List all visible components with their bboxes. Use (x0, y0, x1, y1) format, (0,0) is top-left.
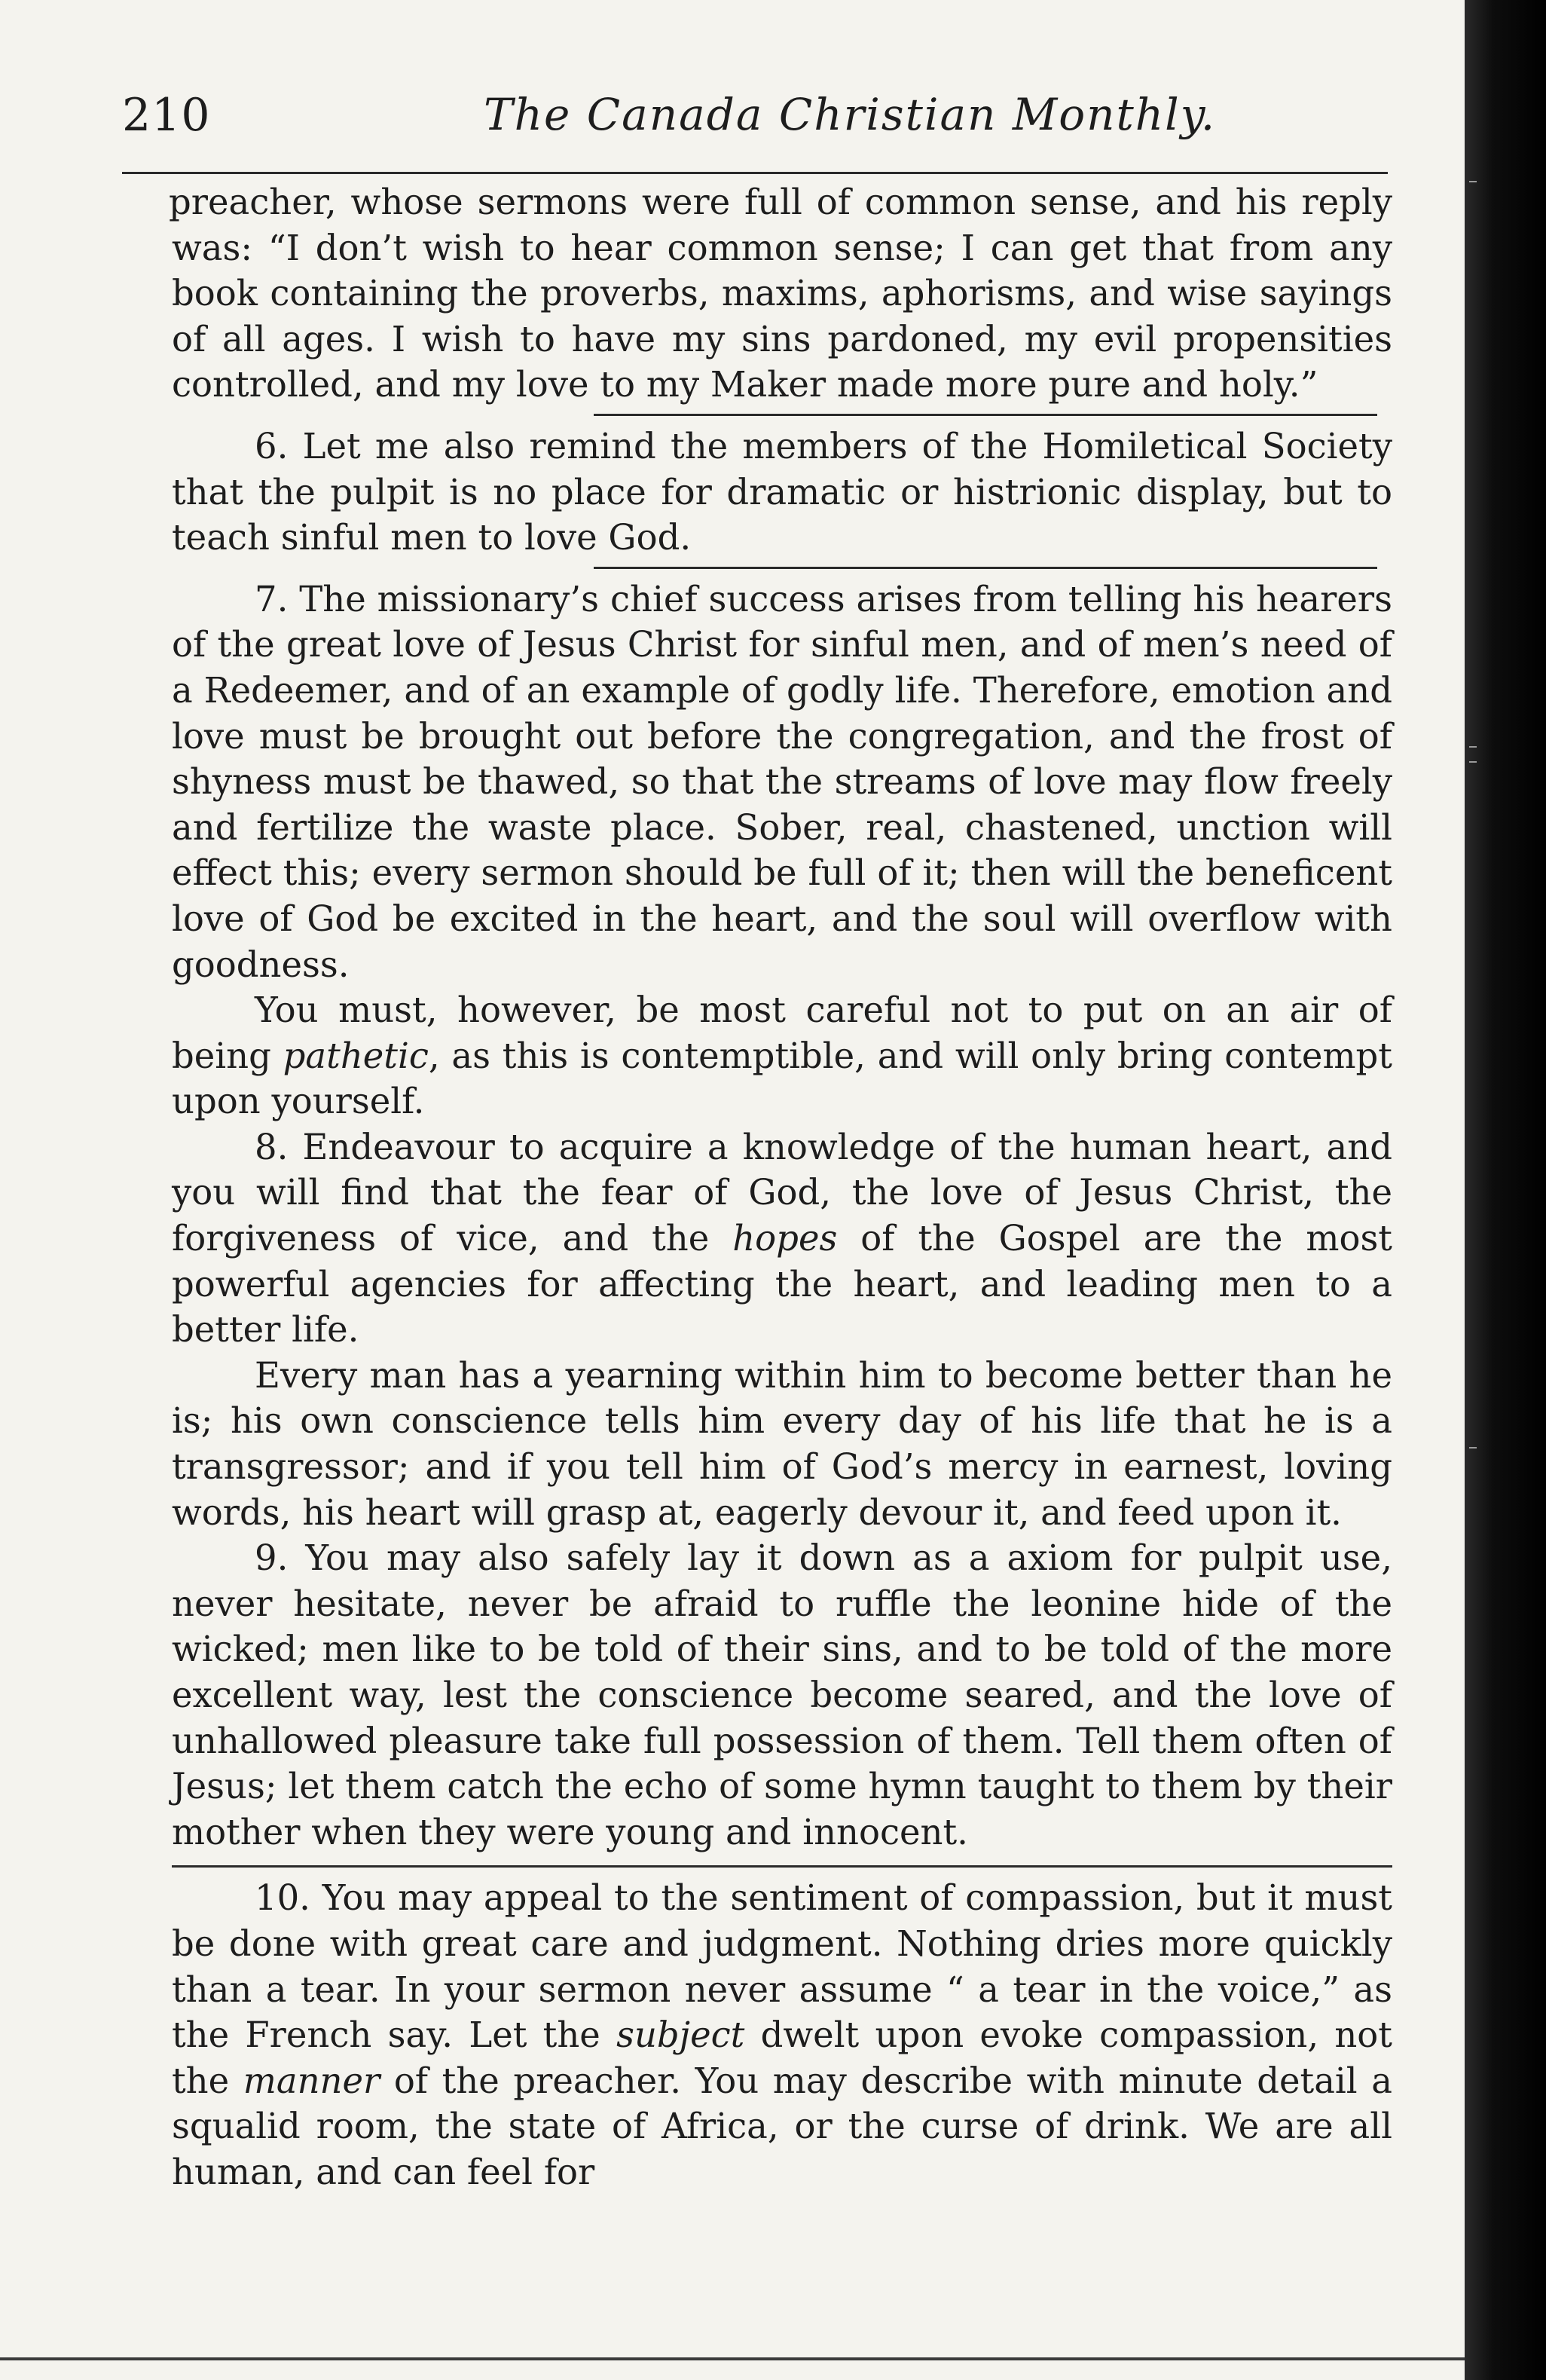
text-run: of the preacher. You may describe with minute detail a squalid room, the state of Africa, or the curse of drink. We are all human, and can feel for (172, 2060, 1392, 2192)
scan-speck (1469, 181, 1477, 182)
page-number: 210 (122, 89, 211, 142)
text-run: dwelt upon evoke compassion, not the (172, 2014, 1392, 2101)
paragraph-7b (172, 987, 1392, 1124)
paragraph-8b: Every man has a yearning within him to become better than he is; his own conscience tells him every day of his life that he is a transgressor; and if you tell him of God’s mercy in earnest, loving words, his heart will grasp at, eagerly devour it, and feed upon it. (172, 1354, 1392, 1533)
text-run: You must, however, be most careful not to put on an air of being (172, 990, 1392, 1076)
body-text (169, 179, 1392, 2195)
binding-edge (1465, 0, 1546, 2380)
bottom-edge-line (0, 2357, 1465, 2360)
section-divider (594, 567, 1377, 569)
running-head: The Canada Christian Monthly. (484, 89, 1217, 140)
italic-text: hopes (732, 1218, 838, 1259)
italic-text: subject (616, 2014, 745, 2056)
text-run: 10. You may appeal to the sentiment of compassion, but it must be done with great care and judgment. Nothing dries more quickly than a tear. In your sermon never assume “ a tear in the voice,” as the French say. Let the (172, 1877, 1392, 2056)
scan-speck (1469, 761, 1477, 763)
paragraph-8 (172, 1124, 1392, 1353)
text-run: of the Gospel are the most powerful agencies for affecting the heart, and leading men to a better life. (172, 1218, 1392, 1351)
paragraph-9: 9. You may also safely lay it down as a axiom for pulpit use, never hesitate, never be afraid to ruffle the leonine hide of the wicked; men like to be told of their sins, and to be told of the more excellent way, lest the conscience become seared, and the love of unhallowed pleasure take full possession of them. Tell them often of Jesus; let them catch the echo of some hymn taught to them by their mother when they were young and innocent. (172, 1537, 1392, 1852)
text-run: , as this is contemptible, and will only bring contempt upon yourself. (172, 1035, 1392, 1122)
scan-speck (1469, 1447, 1477, 1448)
section-divider (594, 414, 1377, 416)
paragraph-continued: preacher, whose sermons were full of common sense, and his reply was: “I don’t wish to hear common sense; I can get that from any book containing the proverbs, maxims, aphorisms, and wise sayings of all ages. I wish to have my sins pardoned, my evil propensities controlled, and my love to my Maker made more pure and holy.” (169, 182, 1392, 405)
text-run: 8. Endeavour to acquire a knowledge of the human heart, and you will find that the fear of God, the love of Jesus Christ, the forgiveness of vice, and the (172, 1126, 1392, 1259)
paragraph-10 (172, 1875, 1392, 2195)
paragraph-6: 6. Let me also remind the members of the Homiletical Society that the pulpit is no place for dramatic or histrionic display, but to teach sinful men to love God. (172, 425, 1392, 558)
page-header (122, 89, 1380, 149)
italic-text: manner (243, 2060, 380, 2101)
section-divider (172, 1865, 1392, 1868)
scan-speck (1469, 746, 1477, 748)
italic-text: pathetic (283, 1035, 429, 1076)
header-rule (122, 172, 1388, 174)
paragraph-7: 7. The missionary’s chief success arises from telling his hearers of the great love of Jesus Christ for sinful men, and of men’s need of a Redeemer, and of an example of godly life. Therefore, emotion and love must be brought out before the congregation, and the frost of shyness must be thawed, so that the streams of love may flow freely and fertilize the waste place. Sober, real, chastened, unction will effect this; every sermon should be full of it; then will the beneficent love of God be excited in the heart, and the soul will overflow with goodness. (172, 578, 1392, 985)
